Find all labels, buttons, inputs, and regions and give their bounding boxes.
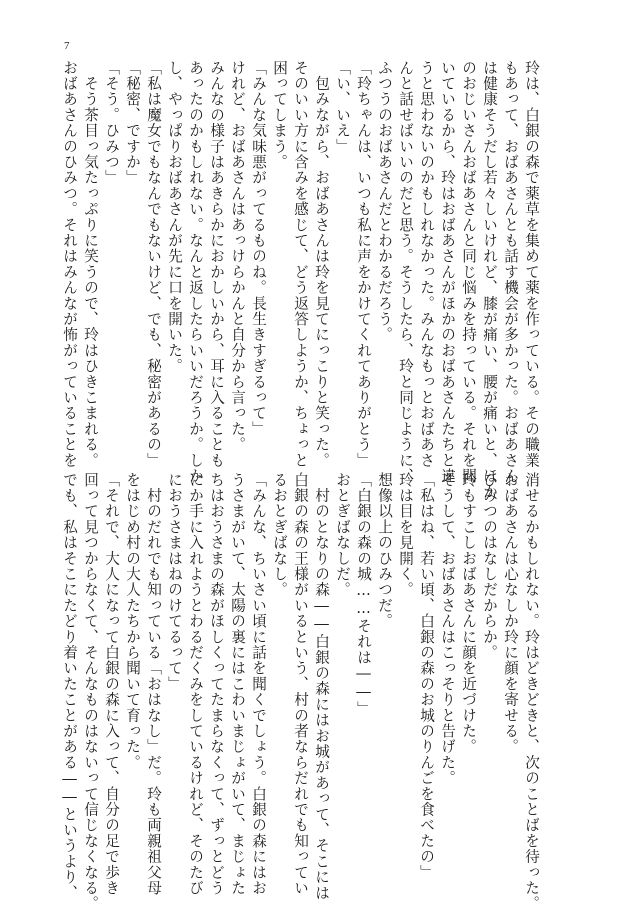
text-line: そのいい方に含みを感じて、どう返答しようか、ちょっと (292, 60, 309, 469)
text-line: 「みんな気味悪がってるものね。長生きすぎるって」 (250, 60, 267, 437)
text-line: 「それで、大人になって白銀の森に入って、自分の足で歩き (103, 472, 120, 896)
text-line: んと話せばいいのだと思う。そうしたら、玲と同じように、 (397, 60, 414, 484)
text-line: けれど、おばあさんはあっけらかんと自分から言った。 (229, 60, 246, 453)
text-block-bottom (61, 472, 542, 912)
text-line: あったのかもしれない。なんと返したらいいだろうか。しか (187, 60, 204, 484)
text-line: いているから、玲はおばあさんがほかのおばあさんたちと違 (439, 60, 456, 484)
text-line: 「私はね、若い頃、白銀の森のお城のりんごを食べたの」 (418, 472, 435, 881)
text-line: おばあさんのひみつ。それはみんなが怖がっていることを (61, 60, 78, 469)
text-line: 消せるかもしれない。玲はどきどきと、次のことばを待った。 (523, 472, 540, 912)
text-line: 白銀の森の王様がいるという、村の者ならだれでも知ってい (292, 472, 309, 896)
text-line: 玲もすこしおばあさんに顔を近づけた。 (460, 472, 477, 755)
text-line: し、やっぱりおばあさんが先に口を開いた。 (166, 60, 183, 374)
text-line: にか手に入れようとわるだくみをしているけれど、そのたび (187, 472, 204, 896)
text-line: 「秘密、ですか」 (124, 60, 141, 186)
text-line: 包みながら、おばあさんは玲を見てにっこりと笑った。 (313, 60, 330, 469)
text-line: 「玲ちゃんは、いつも私に声をかけてくれてありがとう」 (355, 60, 372, 469)
text-line: 「そう。ひみつ」 (103, 60, 120, 186)
text-line: ひみつのはなしだからか。 (481, 472, 498, 661)
text-line: 「白銀の森の城……それは――」 (355, 472, 372, 718)
text-line: 「みんな、ちいさい頃に話を聞くでしょう。白銀の森にはお (250, 472, 267, 896)
text-line: おとぎばなしだ。 (334, 472, 351, 598)
text-line: のおじいさんおばあさんと同じ悩みを持っている。それを聞 (460, 60, 477, 484)
text-block-top (61, 60, 542, 500)
text-line: 玲は、白銀の森で薬草を集めて薬を作っている。その職業 (523, 60, 540, 469)
text-line: ふつうのおばあさんだとわかるだろう。 (376, 60, 393, 343)
text-line: 回って見つからなくて、そんなものはないって信じなくなる。 (82, 472, 99, 912)
text-line: は健康そうだし若々しいけれど、膝が痛い、腰が痛いと、ほか (481, 60, 498, 500)
text-line: でも、私はそこにたどり着いたことがある――というより、 (61, 472, 78, 901)
text-line: そうして、おばあさんはこっそりと告げた。 (439, 472, 456, 786)
text-line: そう茶目っ気たっぷりに笑うので、玲はひきこまれる。 (82, 60, 99, 469)
text-line: をはじめ村の大人たちから聞いて育った。 (124, 472, 141, 771)
text-line: おばあさんは心なしか玲に顔を寄せる。 (502, 472, 519, 755)
text-line: 困ってしまう。 (271, 60, 288, 170)
text-line: 想像以上のひみつだ。 (376, 472, 393, 629)
text-line: うと思わないのかもしれなかった。みんなもっとおばあさ (418, 60, 435, 469)
text-line: 「私は魔女でもなんでもないけど、でも、秘密があるの」 (145, 60, 162, 469)
text-line: うさまがいて、太陽の裏にはこわいまじょがいて、まじょた (229, 472, 246, 896)
text-line: もあって、おばあさんとも話す機会が多かった。おばあさん (502, 60, 519, 484)
text-line: 村のだれでも知っている「おはなし」だ。玲も両親祖父母 (145, 472, 162, 896)
text-line: におうさまはねのけてるって」 (166, 472, 183, 692)
text-line: 「い、いえ」 (334, 60, 351, 155)
text-line: みんなの様子はあきらかにおかしいから、耳に入ることも (208, 60, 225, 469)
text-line: るおとぎばなし。 (271, 472, 288, 598)
page-number: 7 (64, 40, 70, 52)
text-line: ちはおうさまの森がほしくってたまらなくって、ずっとどう (208, 472, 225, 896)
text-line: 玲は目を見開く。 (397, 472, 414, 598)
text-line: 村のとなりの森――白銀の森にはお城があって、そこには (313, 472, 330, 901)
